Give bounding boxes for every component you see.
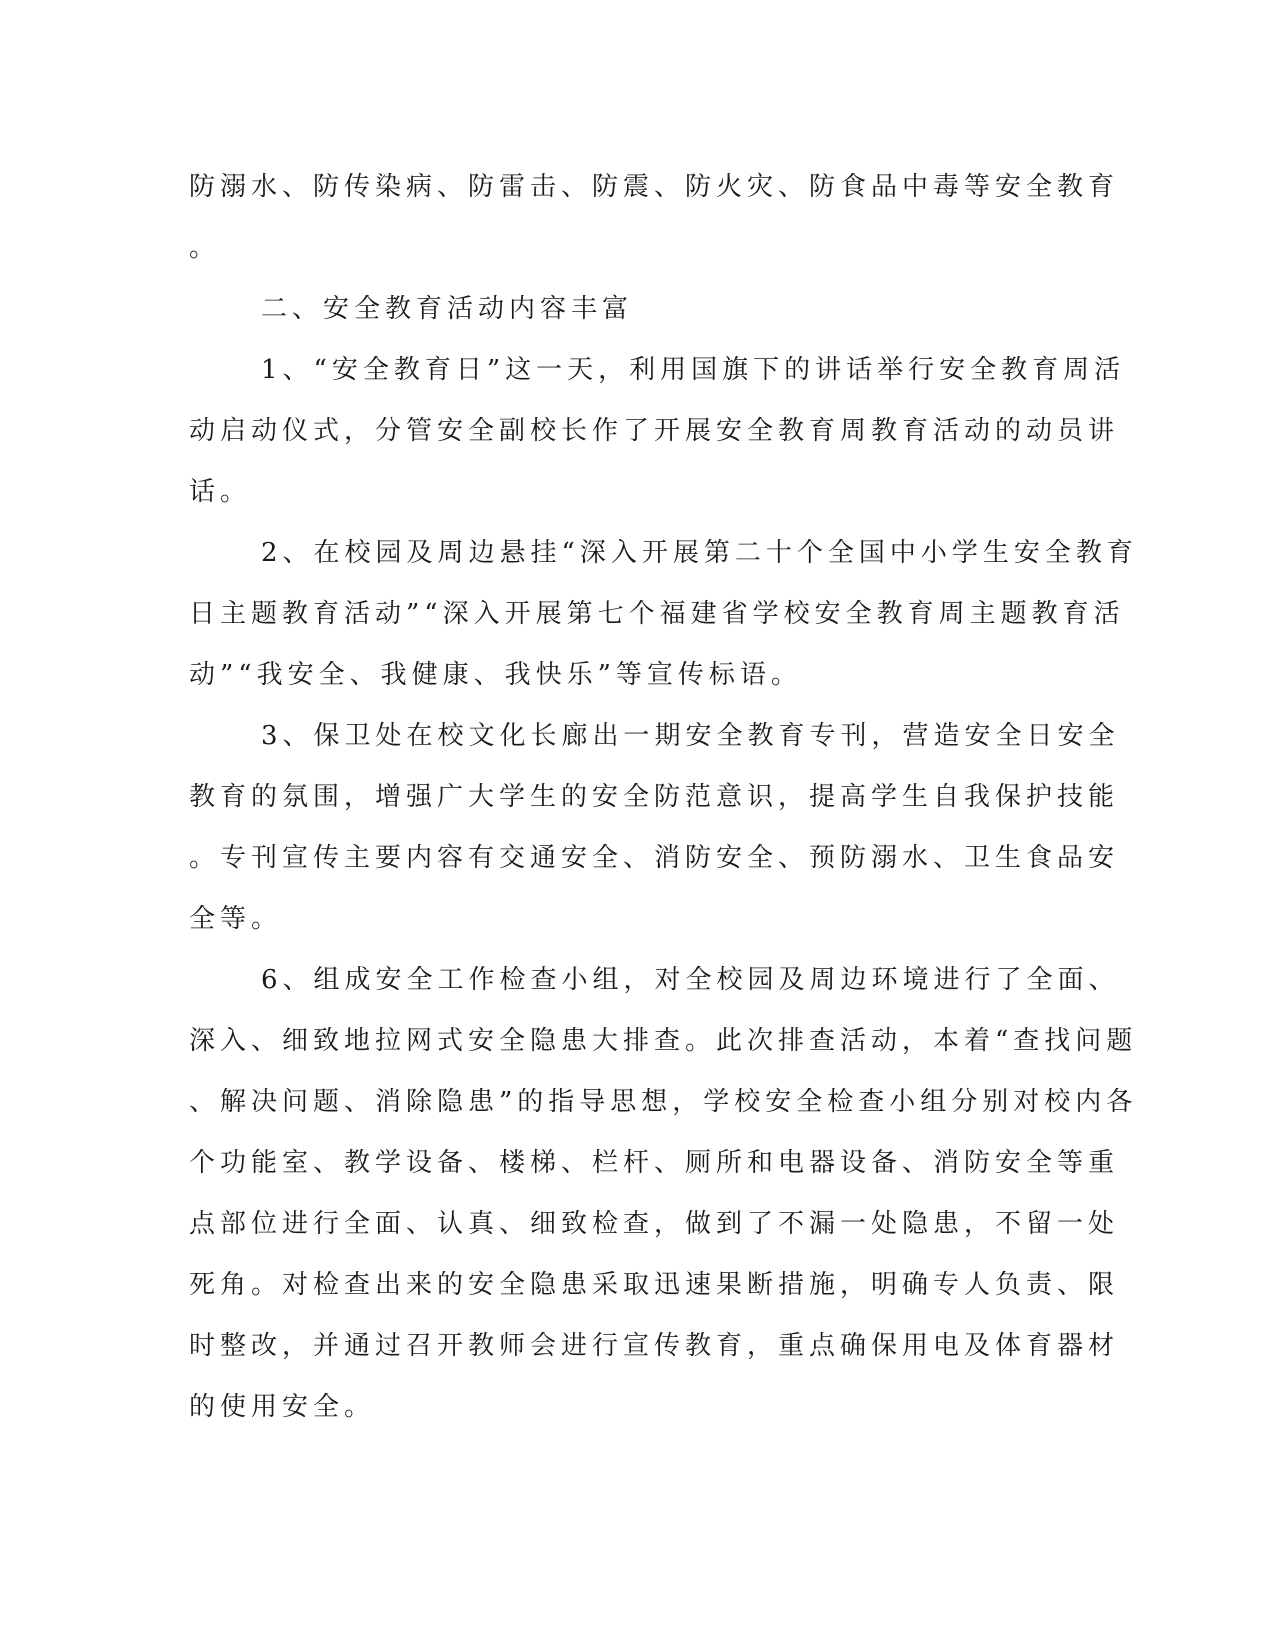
text-line: 全等。 — [189, 904, 283, 934]
document-body — [189, 157, 1138, 1438]
text-line: 2、在校园及周边悬挂“深入开展第二十个全国中小学生安全教育 — [261, 538, 1138, 568]
text-line: 个功能室、教学设备、楼梯、栏杆、厕所和电器设备、消防安全等重 — [189, 1148, 1120, 1178]
text-line: 。 — [189, 233, 221, 263]
text-line: 动”“我安全、我健康、我快乐”等宣传标语。 — [189, 660, 802, 690]
text-line: 6、组成安全工作检查小组，对全校园及周边环境进行了全面、 — [261, 965, 1120, 995]
text-line: 时整改，并通过召开教师会进行宣传教育，重点确保用电及体育器材 — [189, 1331, 1120, 1361]
text-line: 深入、细致地拉网式安全隐患大排查。此次排查活动，本着“查找问题 — [189, 1026, 1138, 1056]
text-line: 日主题教育活动”“深入开展第七个福建省学校安全教育周主题教育活 — [189, 599, 1125, 629]
text-line: 死角。对检查出来的安全隐患采取迅速果断措施，明确专人负责、限 — [189, 1270, 1120, 1300]
text-line: 动启动仪式，分管安全副校长作了开展安全教育周教育活动的动员讲 — [189, 416, 1120, 446]
text-line: 点部位进行全面、认真、细致检查，做到了不漏一处隐患，不留一处 — [189, 1209, 1120, 1239]
text-line: 、解决问题、消除隐患”的指导思想，学校安全检查小组分别对校内各 — [189, 1087, 1138, 1117]
text-line: 防溺水、防传染病、防雷击、防震、防火灾、防食品中毒等安全教育 — [189, 172, 1120, 202]
text-line: 话。 — [189, 477, 252, 507]
text-line: 3、保卫处在校文化长廊出一期安全教育专刊，营造安全日安全 — [261, 721, 1120, 751]
text-line: 教育的氛围，增强广大学生的安全防范意识，提高学生自我保护技能 — [189, 782, 1120, 812]
text-line: 1、“安全教育日”这一天，利用国旗下的讲话举行安全教育周活 — [261, 355, 1126, 385]
section-heading: 二、安全教育活动内容丰富 — [261, 294, 634, 324]
text-line: 的使用安全。 — [189, 1392, 376, 1422]
text-line: 。专刊宣传主要内容有交通安全、消防安全、预防溺水、卫生食品安 — [189, 843, 1120, 873]
